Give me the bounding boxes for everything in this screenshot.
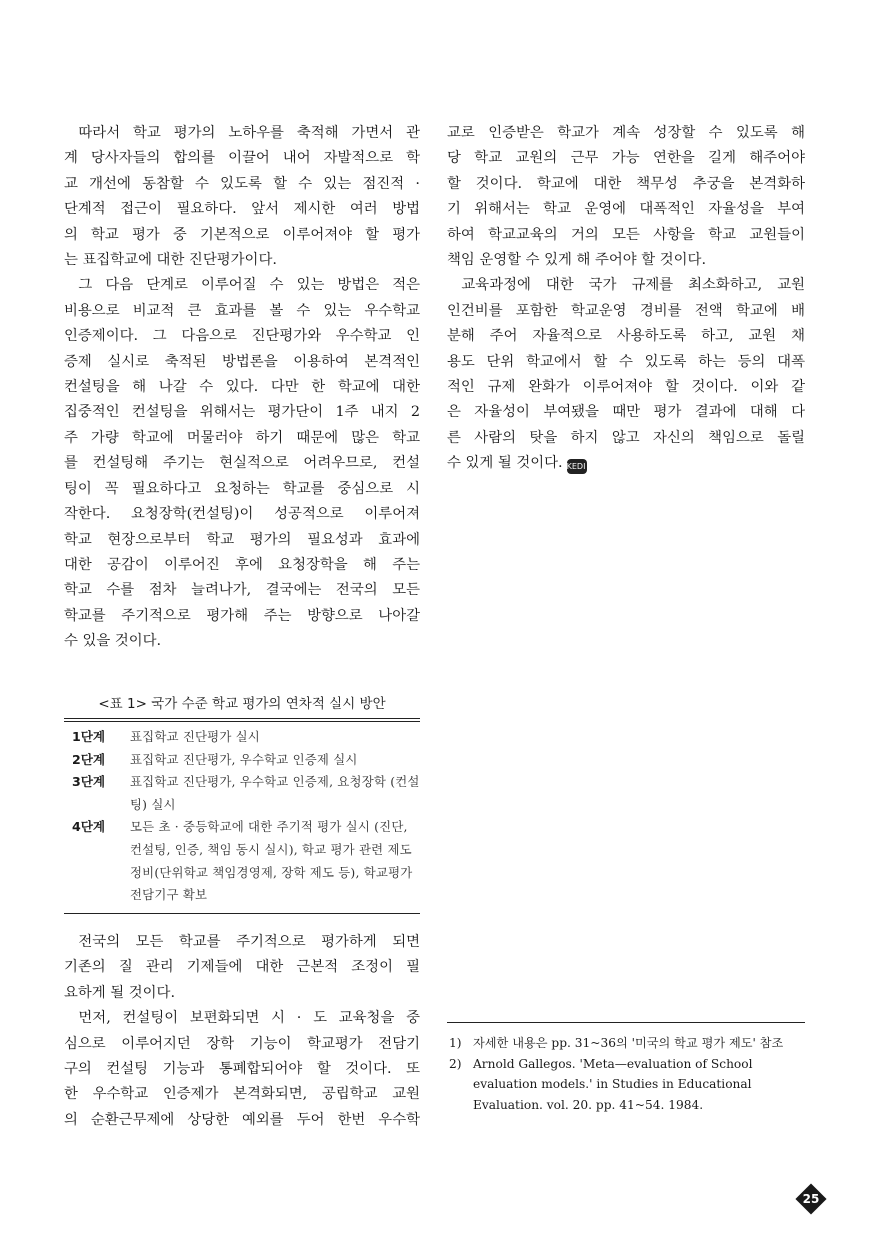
left-column-continued <box>64 930 420 1133</box>
text-line: 교 개선에 동참할 수 있도록 할 수 있는 점진적 · <box>64 175 420 192</box>
text-line: 심으로 이루어지던 장학 기능이 학교평가 전담기 <box>64 1035 420 1052</box>
step-description: 모든 초 · 중등학교에 대한 주기적 평가 실시 (진단, 컨설팅, 인증, 책임 동시 실시), 학교 평가 관련 제도 정비(단위학교 책임경영제, 장학 제도 등), 학교평가 전담기구 확보 <box>130 819 413 903</box>
paragraph-5 <box>447 121 805 273</box>
table-row <box>64 726 420 749</box>
footnote-1 <box>447 1033 805 1054</box>
step-label: 1단계 <box>72 729 106 744</box>
text-line: 한 우수학교 인증제가 본격화되면, 공립학교 교원 <box>64 1086 420 1103</box>
paragraph-2 <box>64 273 420 654</box>
text-line: 하여 학교교육의 거의 모든 사항을 학교 교원들이 <box>447 226 805 243</box>
page-number: 25 <box>802 1192 820 1206</box>
text-line: 수 있을 것이다. <box>64 633 162 650</box>
table-bottom-rule <box>64 913 420 914</box>
footnote-text: 자세한 내용은 pp. 31~36의 '미국의 학교 평가 제도' 참조 <box>473 1036 784 1050</box>
paragraph-4 <box>64 1006 420 1133</box>
text-line: 책임 운영할 수 있게 해 주어야 할 것이다. <box>447 252 707 269</box>
text-line: 교육과정에 대한 국가 규제를 최소화하고, 교원 <box>461 277 805 294</box>
text-line: 기 위해서는 학교 운영에 대폭적인 자율성을 부여 <box>447 201 805 218</box>
text-line: 비용으로 비교적 큰 효과를 볼 수 있는 우수학교 <box>64 302 420 319</box>
table-top-rule <box>64 718 420 719</box>
text-line: 구의 컨설팅 기능과 통폐합되어야 할 것이다. 또 <box>64 1061 420 1078</box>
text-line: 단계적 접근이 필요하다. 앞서 제시한 여러 방법 <box>64 201 420 218</box>
table-title: <표 1> 국가 수준 학교 평가의 연차적 실시 방안 <box>98 696 386 712</box>
text-line: 작한다. 요청장학(컨설팅)이 성공적으로 이루어져 <box>64 506 420 523</box>
text-line: 컨설팅을 해 나갈 수 있다. 다만 한 학교에 대한 <box>64 379 420 396</box>
paragraph-1 <box>64 121 420 273</box>
footnote-2 <box>447 1054 805 1116</box>
text-line: 기존의 질 관리 기제들에 대한 근본적 조정이 필 <box>64 959 420 976</box>
text-line: 인증제이다. 그 다음으로 진단평가와 우수학교 인 <box>64 328 420 345</box>
text-line: 는 표집학교에 대한 진단평가이다. <box>64 252 277 269</box>
text-line: 학교 수를 점차 늘려나가, 결국에는 전국의 모든 <box>64 582 420 599</box>
footnote-text: Arnold Gallegos. 'Meta—evaluation of School evaluation models.' in Studies in Educational Evaluation. vol. 20. pp. 41~54. 1984. <box>473 1056 753 1112</box>
text-line: 교로 인증받은 학교가 계속 성장할 수 있도록 해 <box>447 125 805 141</box>
left-column <box>64 121 420 655</box>
text-line: 른 사람의 탓을 하지 않고 자신의 책임으로 돌릴 <box>447 429 805 446</box>
text-line: 분해 주어 자율적으로 사용하도록 하고, 교원 채 <box>447 328 805 345</box>
footnote-number: 1) <box>449 1036 462 1050</box>
table-row <box>64 771 420 816</box>
table-1 <box>64 692 420 914</box>
text-line: 전국의 모든 학교를 주기적으로 평가하게 되면 <box>78 934 420 950</box>
footnote-rule <box>447 1022 805 1023</box>
text-line: 할 것이다. 학교에 대한 책무성 추궁을 본격화하 <box>447 175 805 192</box>
table-row <box>64 749 420 772</box>
step-description: 표집학교 진단평가, 우수학교 인증제 실시 <box>130 751 358 767</box>
step-label: 4단계 <box>72 819 106 835</box>
text-line: 당 학교 교원의 근무 가능 연한을 길게 해주어야 <box>447 150 805 167</box>
text-line: 은 자율성이 부여됐을 때만 평가 결과에 대해 다 <box>447 404 805 421</box>
text-line: 따라서 학교 평가의 노하우를 축적해 가면서 관 <box>78 125 420 141</box>
text-line: 집중적인 컨설팅을 위해서는 평가단이 1주 내지 2 <box>64 404 420 421</box>
text-line <box>447 451 805 476</box>
paragraph-6 <box>447 273 805 476</box>
text-line: 용도 단위 학교에서 할 수 있도록 하는 등의 대폭 <box>447 353 805 370</box>
page-number-badge <box>796 1184 826 1214</box>
text-line: 증제 실시로 축적된 방법론을 이용하여 본격적인 <box>64 353 420 370</box>
text-line: 를 컨설팅해 주기는 현실적으로 어려우므로, 컨설 <box>64 455 420 472</box>
text-line: 주 가량 학교에 머물러야 하기 때문에 많은 학교 <box>64 429 420 446</box>
table-row <box>64 816 420 906</box>
text-line: 적인 규제 완화가 이루어져야 할 것이다. 이와 같 <box>447 379 805 396</box>
text-line: 인건비를 포함한 학교운영 경비를 전액 학교에 배 <box>447 302 805 319</box>
text-line: 학교를 주기적으로 평가해 주는 방향으로 나아갈 <box>64 607 420 624</box>
step-description: 표집학교 진단평가, 우수학교 인증제, 요청장학 (컨설팅) 실시 <box>130 774 420 812</box>
step-label: 2단계 <box>72 751 106 767</box>
text-line: 계 당사자들의 합의를 이끌어 내어 자발적으로 학 <box>64 150 420 167</box>
text-line: 그 다음 단계로 이루어질 수 있는 방법은 적은 <box>78 277 420 294</box>
footnote-number: 2) <box>449 1056 462 1071</box>
paragraph-3 <box>64 930 420 1006</box>
footnotes <box>447 1022 805 1115</box>
text-line: 먼저, 컨설팅이 보편화되면 시 · 도 교육청을 중 <box>78 1010 420 1027</box>
text-line: 의 학교 평가 중 기본적으로 이루어져야 할 평가 <box>64 226 420 243</box>
text-line: 의 순환근무제에 상당한 예외를 두어 한번 우수학 <box>64 1111 420 1128</box>
text-line-content: 수 있게 될 것이다. <box>447 455 563 472</box>
step-description: 표집학교 진단평가 실시 <box>130 729 260 744</box>
text-line: 요하게 될 것이다. <box>64 984 176 1001</box>
steps-table <box>64 726 420 907</box>
kedi-end-mark-icon: KEDI <box>567 459 587 474</box>
text-line: 학교 현장으로부터 학교 평가의 필요성과 효과에 <box>64 531 420 548</box>
step-label: 3단계 <box>72 774 106 790</box>
right-column <box>447 121 805 477</box>
text-line: 팅이 꼭 필요하다고 요청하는 학교를 중심으로 시 <box>64 480 420 497</box>
table-header-rule <box>64 721 420 722</box>
text-line: 대한 공감이 이루어진 후에 요청장학을 해 주는 <box>64 556 420 573</box>
